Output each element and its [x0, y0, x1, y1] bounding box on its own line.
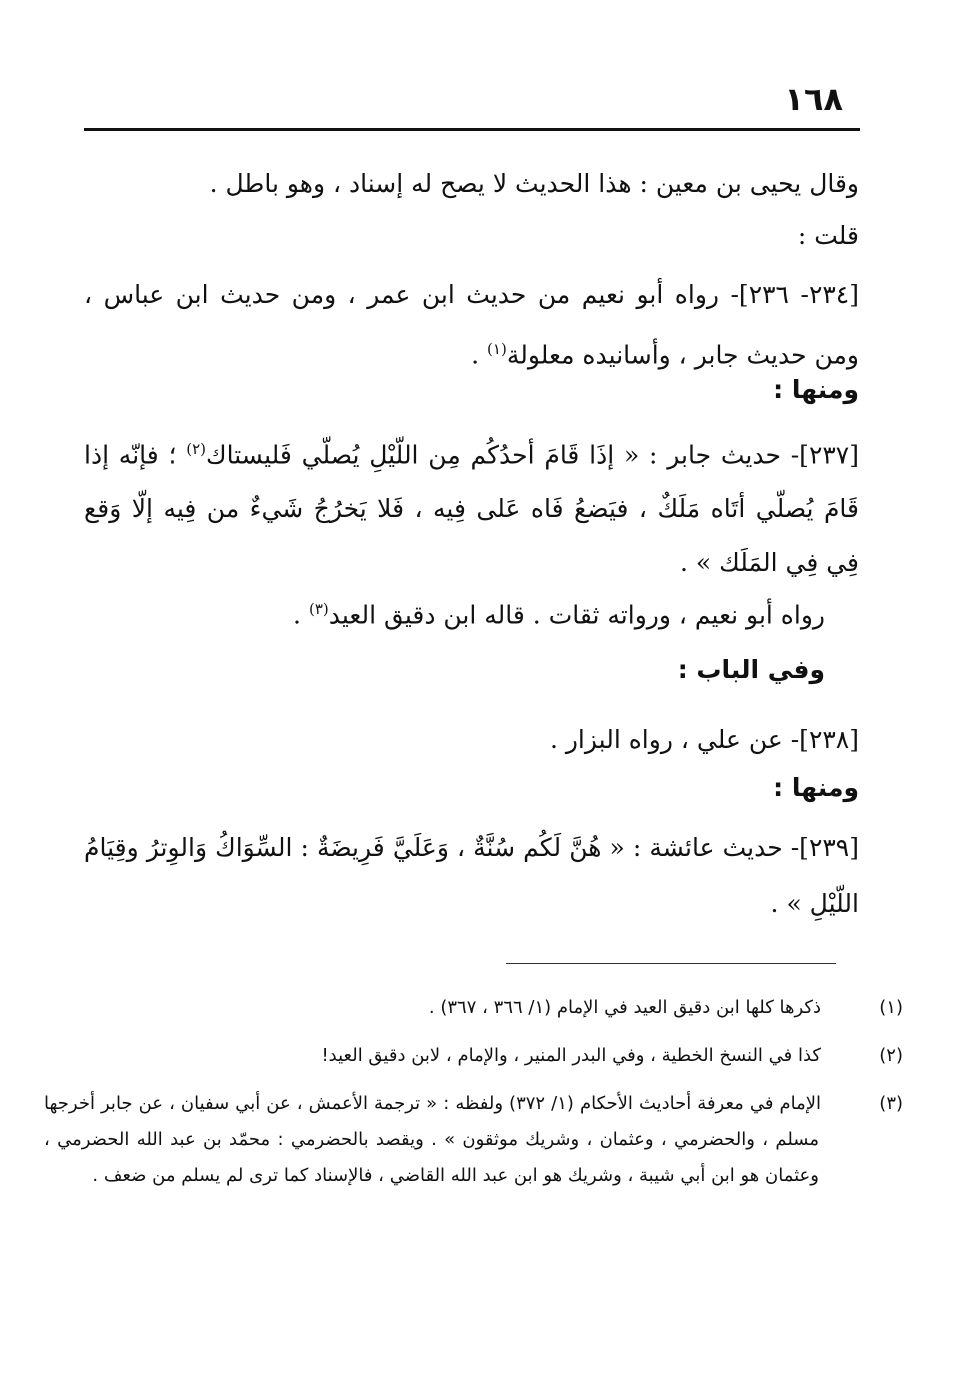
paragraph-end: .: [293, 600, 309, 630]
paragraph-text-cont: ؛ فإنّه إذا قَامَ يُصلّي أتَاه مَلَكٌ ، فيَضعُ فَاه عَلى فِيه ، فَلا يَخرُجُ شَيءٌ من فِيه إلّا وَقع فِي فِي المَلَك » .: [84, 440, 859, 578]
heading-wa-minha-1: [84, 370, 859, 410]
footnote-separator: [506, 963, 836, 964]
footnote-text: كذا في النسخ الخطية ، وفي البدر المنير ، والإمام ، لابن دقيق العيد!: [321, 1045, 821, 1066]
heading-wa-minha-2: [84, 768, 859, 808]
heading-text: ومنها :: [773, 773, 859, 802]
footnote-1: [44, 990, 903, 1026]
footnote-2: [44, 1038, 903, 1074]
paragraph-text: [٢٣٩]- حديث عائشة : « هُنَّ لَكُم سُنَّةٌ ، وَعَلَيَّ فَرِيضَةٌ : السِّوَاكُ وَالوِترُ وقِيَامُ اللّيْلِ » .: [84, 833, 859, 918]
paragraph-qultu: [84, 214, 859, 258]
paragraph-hadith-238: [84, 716, 859, 764]
footnote-ref-3: (٣): [308, 600, 329, 618]
page-number: ١٦٨: [784, 80, 843, 118]
footnote-text: الإمام في معرفة أحاديث الأحكام (١/ ٣٧٢) ولفظه : « ترجمة الأعمش ، عن أبي سفيان ، عن جابر أخرجها مسلم ، والحضرمي ، وعثمان ، وشريك موثقون » . ويقصد بالحضرمي : محمّد بن عبد الله الحضرمي ، وعثمان هو ابن أبي شيبة ، وشريك هو ابن عبد الله القاضي ، فالإسناد كما ترى لم يسلم من ضعف .: [44, 1093, 822, 1186]
footnote-ref-2: (٢): [186, 440, 207, 458]
footnote-number: (٢): [879, 1045, 903, 1066]
footnote-3: [44, 1086, 904, 1194]
paragraph-text: رواه أبو نعيم ، ورواته ثقات . قاله ابن دقيق العيد: [328, 600, 825, 630]
heading-wa-fil-bab: [84, 648, 859, 692]
footnote-text: ذكرها كلها ابن دقيق العيد في الإمام (١/ ٣٦٦ ، ٣٦٧) .: [428, 997, 821, 1018]
paragraph-text: قلت :: [797, 221, 859, 250]
heading-text: ومنها :: [773, 375, 859, 404]
paragraph-text: [٢٣٧]- حديث جابر : « إذَا قَامَ أحدُكُم مِن اللّيْلِ يُصلّي فَليستاك: [206, 440, 859, 470]
paragraph-end: .: [471, 340, 488, 370]
heading-text: وفي الباب :: [677, 655, 825, 684]
paragraph-text: وقال يحيى بن معين : هذا الحديث لا يصح له إسناد ، وهو باطل .: [209, 169, 859, 198]
paragraph-hadith-237: [84, 422, 859, 590]
header-rule: [84, 128, 860, 131]
paragraph-text: [٢٣٨]- عن علي ، رواه البزار .: [549, 725, 859, 754]
paragraph-text: [٢٣٤- ٢٣٦]- رواه أبو نعيم من حديث ابن عمر ، ومن حديث ابن عباس ، ومن حديث جابر ، وأسانيده معلولة: [84, 280, 859, 370]
paragraph-hadith-239: [84, 820, 859, 932]
footnote-number: (٣): [879, 1093, 904, 1114]
footnote-ref-1: (١): [487, 340, 507, 358]
paragraph-hadith-234-236: [84, 268, 859, 382]
footnote-number: (١): [879, 997, 903, 1018]
paragraph-rawahu-abu-nuaim: [84, 586, 859, 638]
paragraph-ibn-maeen: [84, 162, 859, 206]
